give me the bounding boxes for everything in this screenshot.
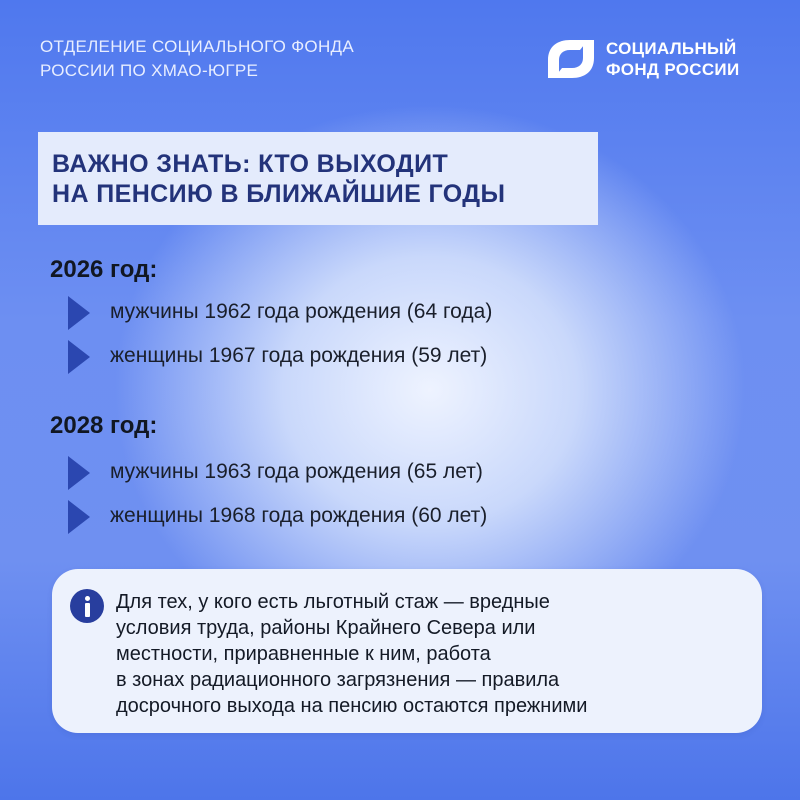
arrow-right-icon [68, 500, 90, 534]
list-item-text: женщины 1967 года рождения (59 лет) [110, 344, 488, 367]
list-item [68, 340, 668, 374]
list-item-text: мужчины 1962 года рождения (64 года) [110, 300, 493, 323]
list-item [68, 456, 668, 490]
note-line-2: условия труда, районы Крайнего Севера или [116, 617, 536, 639]
title-line-2: НА ПЕНСИЮ В БЛИЖАЙШИЕ ГОДЫ [52, 180, 506, 208]
note-line-1: Для тех, у кого есть льготный стаж — вредные [116, 591, 550, 613]
arrow-right-icon [68, 340, 90, 374]
note-line-5: досрочного выхода на пенсию остаются прежними [116, 695, 588, 717]
arrow-right-icon [68, 296, 90, 330]
list-item [68, 500, 668, 534]
list-item [68, 296, 668, 330]
sf-logo-icon [544, 36, 598, 82]
title-box [38, 132, 598, 225]
logo-line-1: СОЦИАЛЬНЫЙ [606, 39, 737, 58]
note-line-4: в зонах радиационного загрязнения — правила [116, 669, 560, 691]
info-note [52, 569, 762, 733]
info-icon [70, 589, 104, 623]
list-item-text: женщины 1968 года рождения (60 лет) [110, 504, 488, 527]
list-item-text: мужчины 1963 года рождения (65 лет) [110, 460, 483, 483]
year-2026-heading: 2026 год: [50, 256, 158, 283]
org-name [40, 35, 354, 83]
logo-line-2: ФОНД РОССИИ [606, 60, 740, 79]
org-name-line-1: ОТДЕЛЕНИЕ СОЦИАЛЬНОГО ФОНДА [40, 37, 354, 56]
title-line-1: ВАЖНО ЗНАТЬ: КТО ВЫХОДИТ [52, 150, 449, 178]
year-2028-heading: 2028 год: [50, 412, 158, 439]
note-line-3: местности, приравненные к ним, работа [116, 643, 491, 665]
arrow-right-icon [68, 456, 90, 490]
info-note-text [116, 589, 587, 719]
org-name-line-2: РОССИИ ПО ХМАО-ЮГРЕ [40, 61, 259, 80]
sf-logo [544, 36, 764, 86]
logo-text [606, 38, 739, 80]
